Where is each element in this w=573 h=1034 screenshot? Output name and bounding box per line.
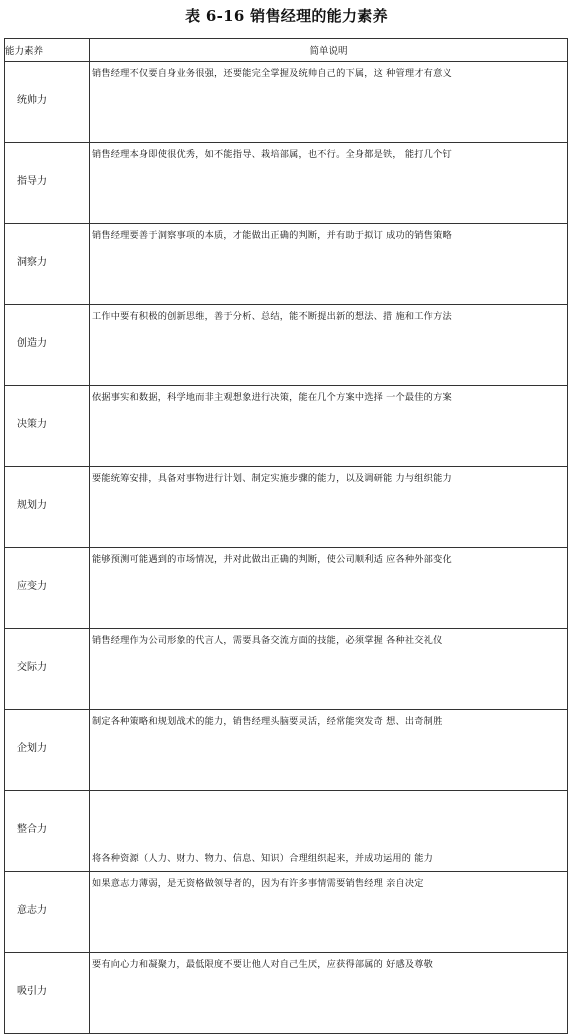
ability-description: 如果意志力薄弱，是无资格做领导者的，因为有许多事情需要销售经理 亲自决定 bbox=[90, 872, 568, 953]
ability-name: 吸引力 bbox=[5, 953, 90, 1034]
table-row bbox=[5, 548, 568, 629]
ability-name: 意志力 bbox=[5, 872, 90, 953]
table-header-row bbox=[5, 39, 568, 62]
ability-description: 销售经理不仅要自身业务很强，还要能完全掌握及统帅自己的下属，这 种管理才有意义 bbox=[90, 62, 568, 143]
ability-name: 创造力 bbox=[5, 305, 90, 386]
ability-table bbox=[4, 38, 568, 1034]
ability-name: 决策力 bbox=[5, 386, 90, 467]
ability-description: 销售经理要善于洞察事项的本质，才能做出正确的判断，并有助于拟订 成功的销售策略 bbox=[90, 224, 568, 305]
ability-name: 洞察力 bbox=[5, 224, 90, 305]
ability-name: 企划力 bbox=[5, 710, 90, 791]
header-ability: 能力素养 bbox=[5, 39, 90, 62]
ability-name: 整合力 bbox=[5, 791, 90, 872]
table-row bbox=[5, 710, 568, 791]
table-row bbox=[5, 143, 568, 224]
ability-name: 规划力 bbox=[5, 467, 90, 548]
table-row bbox=[5, 791, 568, 872]
ability-name: 指导力 bbox=[5, 143, 90, 224]
table-row bbox=[5, 224, 568, 305]
table-row bbox=[5, 305, 568, 386]
ability-name: 交际力 bbox=[5, 629, 90, 710]
table-row bbox=[5, 467, 568, 548]
document-title: 表 6-16 销售经理的能力素养 bbox=[185, 7, 388, 25]
ability-description: 要能统筹安排，具备对事物进行计划、制定实施步骤的能力，以及调研能 力与组织能力 bbox=[90, 467, 568, 548]
table-row bbox=[5, 629, 568, 710]
ability-name: 应变力 bbox=[5, 548, 90, 629]
ability-name: 统帅力 bbox=[5, 62, 90, 143]
ability-description: 销售经理本身即使很优秀，如不能指导、栽培部属，也不行。全身都是铁， 能打几个钉 bbox=[90, 143, 568, 224]
ability-description: 依据事实和数据，科学地而非主观想象进行决策，能在几个方案中选择 一个最佳的方案 bbox=[90, 386, 568, 467]
table-row bbox=[5, 386, 568, 467]
ability-description: 制定各种策略和规划战术的能力，销售经理头脑要灵活，经常能突发奇 想、出奇制胜 bbox=[90, 710, 568, 791]
table-row bbox=[5, 872, 568, 953]
ability-description: 将各种资源（人力、财力、物力、信息、知识）合理组织起来，并成功运用的 能力 bbox=[90, 791, 568, 872]
ability-description: 销售经理作为公司形象的代言人，需要具备交流方面的技能，必须掌握 各种社交礼仪 bbox=[90, 629, 568, 710]
header-description: 简单说明 bbox=[90, 39, 568, 62]
ability-description: 工作中要有积极的创新思维，善于分析、总结，能不断提出新的想法、措 施和工作方法 bbox=[90, 305, 568, 386]
ability-description: 能够预测可能遇到的市场情况，并对此做出正确的判断，使公司顺利适 应各种外部变化 bbox=[90, 548, 568, 629]
table-row bbox=[5, 953, 568, 1034]
ability-description: 要有向心力和凝聚力，最低限度不要让他人对自己生厌，应获得部属的 好感及尊敬 bbox=[90, 953, 568, 1034]
table-row bbox=[5, 62, 568, 143]
